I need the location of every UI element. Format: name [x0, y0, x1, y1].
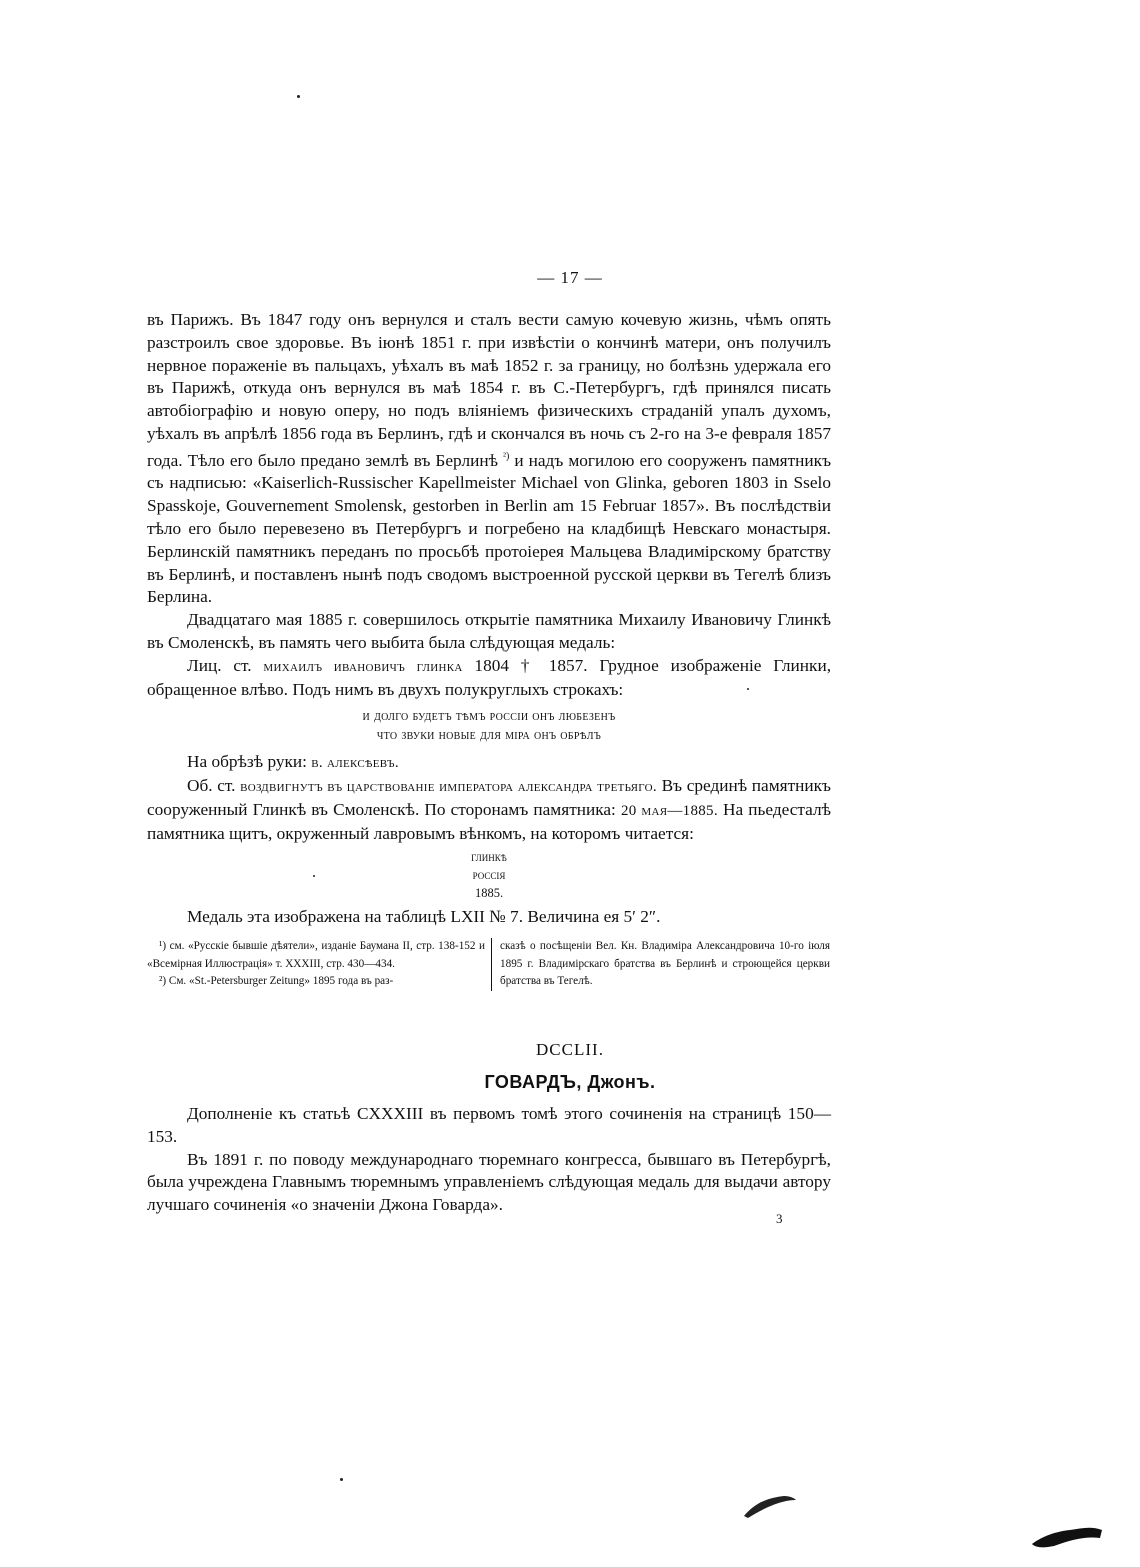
footnote-ref: ²)	[503, 450, 510, 462]
text: На обрѣзѣ руки:	[187, 752, 312, 772]
paragraph: Дополненіе къ статьѣ CXXXIII въ первомъ томѣ этого сочиненія на страницѣ 150—153.	[147, 1104, 831, 1146]
paragraph	[147, 309, 831, 609]
inscription-line: глинкѣ	[471, 849, 507, 864]
paragraph	[147, 775, 831, 845]
ink-smudge	[1030, 1520, 1105, 1550]
medal-reverse-inscription: воздвигнутъ въ царствованіе императора александра третьяго.	[240, 779, 657, 796]
legend-line: и долго будетъ тѣмъ россіи онъ любезенъ	[362, 708, 616, 725]
date-inscription: 20 мая—1885.	[620, 802, 718, 819]
footnotes	[147, 938, 831, 991]
text: Лиц. ст.	[187, 655, 264, 675]
legend-line: что звуки новые для міра онъ обрѣлъ	[376, 727, 602, 744]
smudge-shape	[1032, 1528, 1102, 1548]
ink-smudge	[740, 1490, 800, 1520]
speck	[340, 1478, 343, 1481]
text: 1804 † 1857. Грудное изображеніе Глинки, обращенное влѣво. Подъ нимъ въ двухъ полукруглыхъ строкахъ:	[147, 655, 832, 699]
section-heading	[0, 1072, 1140, 1093]
inscription-line: 1885.	[474, 885, 504, 900]
page-number: — 17 —	[537, 268, 603, 287]
shield-inscription	[147, 848, 831, 902]
inscription-line: россія	[472, 867, 506, 882]
speck	[297, 95, 300, 98]
paragraph	[147, 655, 831, 702]
smudge-shape	[744, 1496, 796, 1518]
paragraph: Двадцатаго мая 1885 г. совершилось открытіе памятника Михаилу Ивановичу Глинкѣ въ Смоленскѣ, въ память чего выбита была слѣдующая медаль:	[147, 610, 831, 652]
body-text-section	[147, 1103, 831, 1217]
text: На пьедесталѣ памятника щитъ, окруженный лавровымъ вѣнкомъ, на которомъ читается:	[147, 799, 831, 843]
paragraph	[147, 751, 831, 775]
footnotes-left-column	[147, 938, 492, 991]
text: Об. ст.	[187, 776, 241, 796]
section-number: DCCLII.	[536, 1040, 604, 1059]
footnotes-right-column	[492, 938, 830, 991]
heading-surname: ГОВАРДЪ	[484, 1072, 577, 1092]
paragraph: Въ 1891 г. по поводу международнаго тюремнаго конгресса, бывшаго въ Петербургѣ, была учреждена Главнымъ тюремнымъ управленіемъ слѣдующая медаль для выдачи автору лучшаго сочиненія «о значеніи Джона Говарда».	[147, 1149, 831, 1215]
footnote: ¹) см. «Русскіе бывшіе дѣятели», изданіе Баумана II, стр. 138-152 и «Всемірная Иллюстрація» т. XXXIII, стр. 430—434.	[147, 940, 485, 970]
heading-given-name: , Джонъ.	[576, 1072, 656, 1092]
body-text-top	[147, 309, 831, 928]
signature-mark: 3	[776, 1211, 783, 1226]
medal-legend	[147, 707, 831, 745]
engraver-name: в. алексѣевъ.	[311, 755, 399, 772]
medal-obverse-inscription: михаилъ ивановичъ глинка	[263, 658, 463, 675]
text: Въ срединѣ памятникъ сооруженный Глинкѣ въ Смоленскѣ. По сторонамъ памятника:	[147, 776, 831, 819]
text: въ Парижъ. Въ 1847 году онъ вернулся и сталъ вести самую кочевую жизнь, чѣмъ опять разстроилъ свое здоровье. Въ іюнѣ 1851 г. при извѣстіи о кончинѣ матери, онъ получилъ нервное пораженіе въ пальцахъ, уѣхалъ въ маѣ 1852 г. за границу, но болѣзнь удержала его въ Парижѣ, откуда онъ вернулся въ маѣ 1854 г. въ С.-Петербургъ, гдѣ принялся писать автобіографію и новую оперу, но подъ вліяніемъ физическихъ страданій упалъ духомъ, уѣхалъ въ апрѣлѣ 1856 года въ Берлинъ, гдѣ и скончался въ ночь съ 2-го на 3-е февраля 1857 года. Тѣло его было предано землѣ въ Берлинѣ	[147, 310, 831, 470]
text: и надъ могилою его сооруженъ памятникъ съ надписью: «Kaiserlich-Russischer Kapellmeister Michael von Glinka, geboren 1803 in Sselo Spasskoje, Gouvernement Smolensk, gestorben in Berlin am 15 Februar 1857». Въ послѣдствіи тѣло его было перевезено въ Петербургъ и погребено на кладбищѣ Невскаго монастыря. Берлинскій памятникъ переданъ по просьбѣ протоіерея Мальцева Владимірскому братству въ Берлинѣ, и поставленъ нынѣ подъ сводомъ выстроенной русской церкви въ Тегелѣ близъ Берлина.	[147, 450, 831, 607]
footnote: ²) См. «St.-Petersburger Zeitung» 1895 года въ раз-	[159, 975, 394, 987]
paragraph: Медаль эта изображена на таблицѣ LXII № 7. Величина ея 5′ 2″.	[187, 906, 661, 926]
footnote-continuation: сказѣ о посѣщеніи Вел. Кн. Владиміра Александровича 10-го іюля 1895 г. Владимірскаго братства въ Берлинѣ и строющейся церкви братства въ Тегелѣ.	[500, 940, 830, 987]
